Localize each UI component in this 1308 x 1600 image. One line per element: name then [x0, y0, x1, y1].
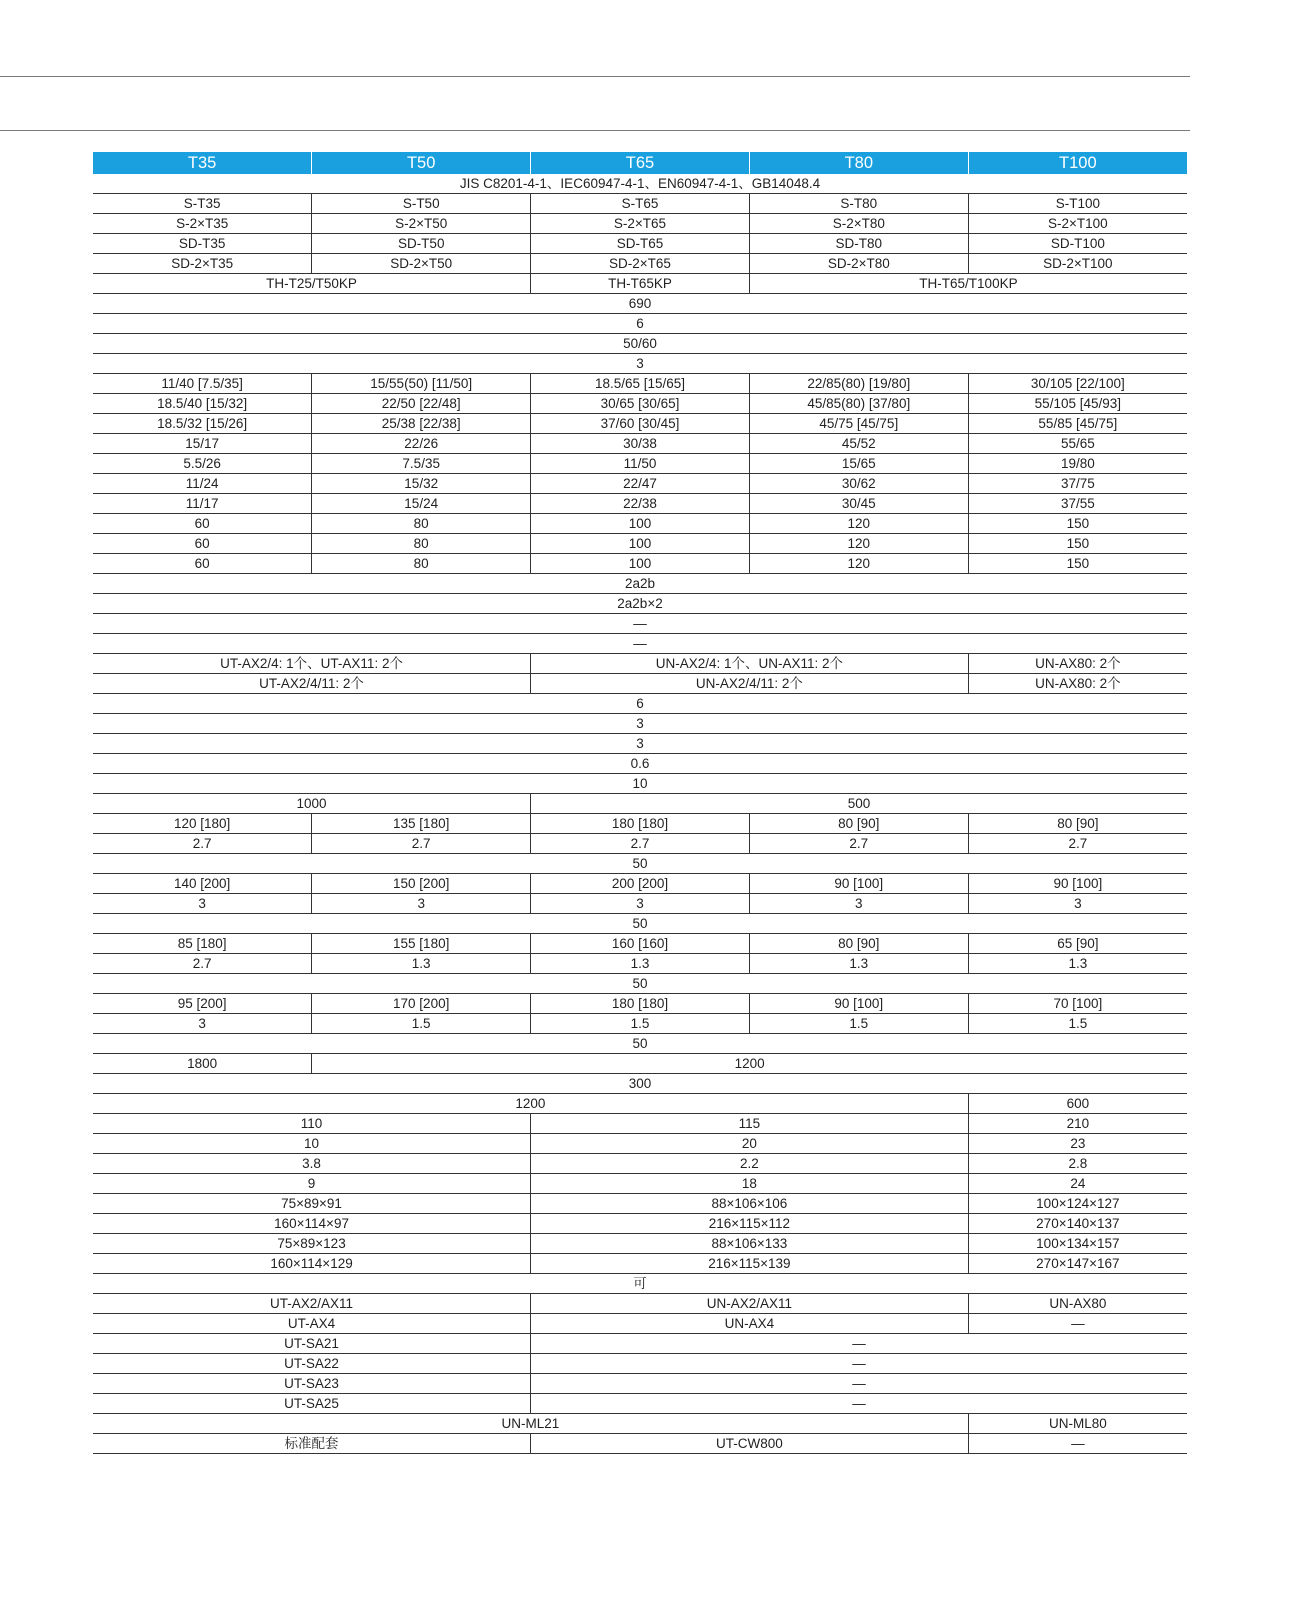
table-cell: —: [531, 1334, 1187, 1354]
table-cell: 65 [90]: [968, 934, 1187, 954]
table-cell: 600: [968, 1094, 1187, 1114]
table-cell: UN-AX4: [531, 1314, 969, 1334]
table-cell: 30/45: [749, 494, 968, 514]
table-cell: 3: [531, 894, 750, 914]
table-row: [93, 734, 1187, 754]
table-cell: 10: [93, 1134, 531, 1154]
table-cell: 标准配套: [93, 1434, 531, 1454]
table-row: [93, 1114, 1187, 1134]
table-cell: 18: [531, 1174, 969, 1194]
table-cell: UN-AX2/AX11: [531, 1294, 969, 1314]
table-cell: S-2×T80: [749, 214, 968, 234]
table-row: [93, 1074, 1187, 1094]
table-row: [93, 334, 1187, 354]
table-cell: 80: [312, 554, 531, 574]
table-cell: 20: [531, 1134, 969, 1154]
table-cell: 80 [90]: [749, 934, 968, 954]
table-row: [93, 994, 1187, 1014]
table-cell: 1.5: [531, 1014, 750, 1034]
table-row: [93, 814, 1187, 834]
table-row: [93, 554, 1187, 574]
table-row: [93, 1154, 1187, 1174]
table-row: [93, 1414, 1187, 1434]
table-cell: SD-T35: [93, 234, 312, 254]
table-cell: 6: [93, 694, 1187, 714]
table-row: [93, 1194, 1187, 1214]
table-cell: 160×114×97: [93, 1214, 531, 1234]
table-row: [93, 974, 1187, 994]
table-cell: UT-SA21: [93, 1334, 531, 1354]
table-cell: 170 [200]: [312, 994, 531, 1014]
table-cell: 88×106×106: [531, 1194, 969, 1214]
table-cell: 140 [200]: [93, 874, 312, 894]
table-cell: 100: [531, 554, 750, 574]
table-cell: UT-AX2/AX11: [93, 1294, 531, 1314]
table-cell: UT-SA22: [93, 1354, 531, 1374]
table-cell: 50: [93, 974, 1187, 994]
table-cell: UT-SA23: [93, 1374, 531, 1394]
table-cell: 1.3: [312, 954, 531, 974]
table-cell: UT-CW800: [531, 1434, 969, 1454]
table-cell: 1000: [93, 794, 531, 814]
table-cell: 5.5/26: [93, 454, 312, 474]
table-row: [93, 834, 1187, 854]
table-cell: 18.5/40 [15/32]: [93, 394, 312, 414]
table-cell: 60: [93, 534, 312, 554]
table-cell: —: [531, 1354, 1187, 1374]
table-cell: 75×89×123: [93, 1234, 531, 1254]
table-row: [93, 214, 1187, 234]
table-row: [93, 1234, 1187, 1254]
table-cell: —: [968, 1314, 1187, 1334]
table-cell: 270×140×137: [968, 1214, 1187, 1234]
table-cell: S-T50: [312, 194, 531, 214]
table-cell: 1.3: [968, 954, 1187, 974]
table-cell: 1.3: [531, 954, 750, 974]
table-cell: S-2×T65: [531, 214, 750, 234]
table-cell: 80 [90]: [968, 814, 1187, 834]
table-row: [93, 414, 1187, 434]
table-cell: 90 [100]: [749, 994, 968, 1014]
table-cell: 3: [93, 894, 312, 914]
table-cell: 80: [312, 534, 531, 554]
table-row: [93, 1134, 1187, 1154]
table-cell: 210: [968, 1114, 1187, 1134]
table-cell: 150 [200]: [312, 874, 531, 894]
table-row: [93, 714, 1187, 734]
table-cell: 150: [968, 554, 1187, 574]
table-cell: 120: [749, 534, 968, 554]
table-cell: 90 [100]: [968, 874, 1187, 894]
table-row: [93, 1374, 1187, 1394]
column-header-t35: T35: [93, 152, 312, 174]
table-cell: 1.5: [312, 1014, 531, 1034]
table-cell: S-T100: [968, 194, 1187, 214]
table-cell: —: [531, 1374, 1187, 1394]
table-cell: 100: [531, 534, 750, 554]
table-cell: 3: [93, 714, 1187, 734]
table-cell: 75×89×91: [93, 1194, 531, 1214]
table-cell: UN-AX80: 2个: [968, 654, 1187, 674]
table-cell: 1200: [312, 1054, 1187, 1074]
table-cell: 216×115×139: [531, 1254, 969, 1274]
table-cell: 45/85(80) [37/80]: [749, 394, 968, 414]
table-row: [93, 754, 1187, 774]
table-cell: —: [531, 1394, 1187, 1414]
table-row: [93, 1314, 1187, 1334]
table-cell: 11/17: [93, 494, 312, 514]
table-cell: 25/38 [22/38]: [312, 414, 531, 434]
table-row: [93, 1034, 1187, 1054]
table-cell: 10: [93, 774, 1187, 794]
table-cell: 11/40 [7.5/35]: [93, 374, 312, 394]
table-cell: SD-2×T50: [312, 254, 531, 274]
column-header-t65: T65: [531, 152, 750, 174]
table-cell: 2.7: [968, 834, 1187, 854]
table-row: [93, 674, 1187, 694]
table-cell: 2.7: [749, 834, 968, 854]
table-cell: 180 [180]: [531, 994, 750, 1014]
table-cell: 18.5/65 [15/65]: [531, 374, 750, 394]
table-cell: 3.8: [93, 1154, 531, 1174]
table-cell: 50/60: [93, 334, 1187, 354]
table-row: [93, 654, 1187, 674]
table-cell: 37/60 [30/45]: [531, 414, 750, 434]
table-cell: 100×124×127: [968, 1194, 1187, 1214]
table-cell: S-T35: [93, 194, 312, 214]
table-cell: SD-2×T65: [531, 254, 750, 274]
table-cell: 19/80: [968, 454, 1187, 474]
table-cell: 11/50: [531, 454, 750, 474]
table-cell: S-2×T50: [312, 214, 531, 234]
table-cell: 180 [180]: [531, 814, 750, 834]
table-cell: 15/17: [93, 434, 312, 454]
table-row: [93, 1334, 1187, 1354]
table-cell: 15/65: [749, 454, 968, 474]
table-row: [93, 854, 1187, 874]
table-row: [93, 534, 1187, 554]
table-cell: 30/62: [749, 474, 968, 494]
table-cell: 216×115×112: [531, 1214, 969, 1234]
table-cell: 22/26: [312, 434, 531, 454]
table-row: [93, 1214, 1187, 1234]
table-cell: TH-T65/T100KP: [749, 274, 1187, 294]
table-cell: 37/75: [968, 474, 1187, 494]
table-cell: 2.7: [93, 954, 312, 974]
table-cell: 3: [749, 894, 968, 914]
table-cell: S-2×T100: [968, 214, 1187, 234]
table-cell: 30/65 [30/65]: [531, 394, 750, 414]
table-cell: 2.7: [312, 834, 531, 854]
table-cell: 120 [180]: [93, 814, 312, 834]
table-row: [93, 234, 1187, 254]
table-cell: 15/24: [312, 494, 531, 514]
table-cell: 3: [968, 894, 1187, 914]
table-cell: 60: [93, 554, 312, 574]
table-row: [93, 874, 1187, 894]
table-cell: 7.5/35: [312, 454, 531, 474]
table-row: [93, 394, 1187, 414]
table-cell: 1.3: [749, 954, 968, 974]
table-cell: 1.5: [968, 1014, 1187, 1034]
table-cell: 3: [312, 894, 531, 914]
table-cell: 50: [93, 914, 1187, 934]
table-cell: 1.5: [749, 1014, 968, 1034]
table-row: [93, 1274, 1187, 1294]
table-cell: SD-2×T100: [968, 254, 1187, 274]
table-cell: 15/32: [312, 474, 531, 494]
table-row: [93, 434, 1187, 454]
table-cell: 45/75 [45/75]: [749, 414, 968, 434]
table-row: [93, 774, 1187, 794]
table-cell: S-T80: [749, 194, 968, 214]
header-row: [93, 152, 1187, 174]
table-cell: 22/50 [22/48]: [312, 394, 531, 414]
column-header-t50: T50: [312, 152, 531, 174]
table-cell: 23: [968, 1134, 1187, 1154]
table-row: [93, 574, 1187, 594]
spec-table: [93, 152, 1187, 1454]
table-cell: 2a2b: [93, 574, 1187, 594]
table-cell: JIS C8201-4-1、IEC60947-4-1、EN60947-4-1、GB14048.4: [93, 174, 1187, 194]
table-cell: UN-AX2/4: 1个、UN-AX11: 2个: [531, 654, 969, 674]
table-cell: UT-AX2/4: 1个、UT-AX11: 2个: [93, 654, 531, 674]
table-cell: 3: [93, 354, 1187, 374]
table-cell: 150: [968, 514, 1187, 534]
table-cell: 95 [200]: [93, 994, 312, 1014]
table-cell: 110: [93, 1114, 531, 1134]
table-row: [93, 1054, 1187, 1074]
table-cell: 500: [531, 794, 1187, 814]
table-cell: UN-AX80: 2个: [968, 674, 1187, 694]
table-row: [93, 314, 1187, 334]
table-cell: 18.5/32 [15/26]: [93, 414, 312, 434]
table-cell: 30/38: [531, 434, 750, 454]
table-cell: 90 [100]: [749, 874, 968, 894]
table-cell: —: [93, 614, 1187, 634]
table-cell: SD-2×T80: [749, 254, 968, 274]
table-cell: 55/105 [45/93]: [968, 394, 1187, 414]
table-row: [93, 594, 1187, 614]
table-cell: 690: [93, 294, 1187, 314]
table-cell: 9: [93, 1174, 531, 1194]
table-cell: SD-2×T35: [93, 254, 312, 274]
table-cell: 3: [93, 1014, 312, 1034]
table-row: [93, 914, 1187, 934]
table-cell: 37/55: [968, 494, 1187, 514]
table-cell: 60: [93, 514, 312, 534]
table-row: [93, 1354, 1187, 1374]
table-cell: 2.7: [531, 834, 750, 854]
table-cell: 200 [200]: [531, 874, 750, 894]
table-row: [93, 614, 1187, 634]
table-cell: UT-AX4: [93, 1314, 531, 1334]
table-row: [93, 514, 1187, 534]
table-row: [93, 474, 1187, 494]
table-row: [93, 1294, 1187, 1314]
table-cell: 100×134×157: [968, 1234, 1187, 1254]
table-cell: SD-T80: [749, 234, 968, 254]
table-cell: —: [968, 1434, 1187, 1454]
table-row: [93, 1434, 1187, 1454]
table-row: [93, 454, 1187, 474]
table-cell: 30/105 [22/100]: [968, 374, 1187, 394]
table-cell: SD-T65: [531, 234, 750, 254]
table-row: [93, 194, 1187, 214]
table-row: [93, 294, 1187, 314]
table-cell: S-2×T35: [93, 214, 312, 234]
table-row: [93, 254, 1187, 274]
table-row: [93, 1014, 1187, 1034]
table-cell: UN-AX80: [968, 1294, 1187, 1314]
table-cell: 22/47: [531, 474, 750, 494]
table-cell: 120: [749, 514, 968, 534]
table-cell: UN-ML21: [93, 1414, 968, 1434]
table-row: [93, 1254, 1187, 1274]
table-cell: 55/85 [45/75]: [968, 414, 1187, 434]
table-row: [93, 374, 1187, 394]
table-row: [93, 694, 1187, 714]
top-divider-line: [0, 76, 1190, 77]
table-cell: 6: [93, 314, 1187, 334]
table-cell: 2.7: [93, 834, 312, 854]
table-row: [93, 894, 1187, 914]
table-row: [93, 1094, 1187, 1114]
table-row: [93, 794, 1187, 814]
table-cell: SD-T100: [968, 234, 1187, 254]
table-cell: 85 [180]: [93, 934, 312, 954]
table-row: [93, 494, 1187, 514]
table-cell: 24: [968, 1174, 1187, 1194]
table-cell: 80 [90]: [749, 814, 968, 834]
table-cell: 1800: [93, 1054, 312, 1074]
table-cell: 160×114×129: [93, 1254, 531, 1274]
column-header-t80: T80: [749, 152, 968, 174]
table-cell: 135 [180]: [312, 814, 531, 834]
second-divider-line: [0, 130, 1190, 131]
table-cell: 可: [93, 1274, 1187, 1294]
column-header-t100: T100: [968, 152, 1187, 174]
table-cell: 22/38: [531, 494, 750, 514]
table-cell: 0.6: [93, 754, 1187, 774]
table-row: [93, 1174, 1187, 1194]
spec-table-body: [93, 174, 1187, 1454]
table-cell: 2.8: [968, 1154, 1187, 1174]
table-cell: 11/24: [93, 474, 312, 494]
table-cell: 115: [531, 1114, 969, 1134]
table-cell: 50: [93, 854, 1187, 874]
table-cell: UT-SA25: [93, 1394, 531, 1414]
table-cell: 150: [968, 534, 1187, 554]
table-cell: —: [93, 634, 1187, 654]
table-cell: SD-T50: [312, 234, 531, 254]
table-cell: 120: [749, 554, 968, 574]
table-cell: 22/85(80) [19/80]: [749, 374, 968, 394]
table-cell: 80: [312, 514, 531, 534]
table-cell: 300: [93, 1074, 1187, 1094]
table-cell: 2a2b×2: [93, 594, 1187, 614]
table-cell: S-T65: [531, 194, 750, 214]
table-cell: 160 [160]: [531, 934, 750, 954]
table-row: [93, 174, 1187, 194]
table-cell: 88×106×133: [531, 1234, 969, 1254]
table-cell: 1200: [93, 1094, 968, 1114]
table-row: [93, 354, 1187, 374]
table-cell: 3: [93, 734, 1187, 754]
table-row: [93, 954, 1187, 974]
spec-table-header: [93, 152, 1187, 174]
table-cell: 270×147×167: [968, 1254, 1187, 1274]
table-cell: 2.2: [531, 1154, 969, 1174]
table-row: [93, 274, 1187, 294]
table-row: [93, 934, 1187, 954]
table-cell: TH-T25/T50KP: [93, 274, 531, 294]
table-cell: 70 [100]: [968, 994, 1187, 1014]
table-cell: 50: [93, 1034, 1187, 1054]
table-cell: 155 [180]: [312, 934, 531, 954]
table-cell: UN-ML80: [968, 1414, 1187, 1434]
table-row: [93, 1394, 1187, 1414]
table-cell: 15/55(50) [11/50]: [312, 374, 531, 394]
table-cell: TH-T65KP: [531, 274, 750, 294]
table-row: [93, 634, 1187, 654]
table-cell: UT-AX2/4/11: 2个: [93, 674, 531, 694]
table-cell: 100: [531, 514, 750, 534]
table-cell: 45/52: [749, 434, 968, 454]
table-cell: 55/65: [968, 434, 1187, 454]
table-cell: UN-AX2/4/11: 2个: [531, 674, 969, 694]
